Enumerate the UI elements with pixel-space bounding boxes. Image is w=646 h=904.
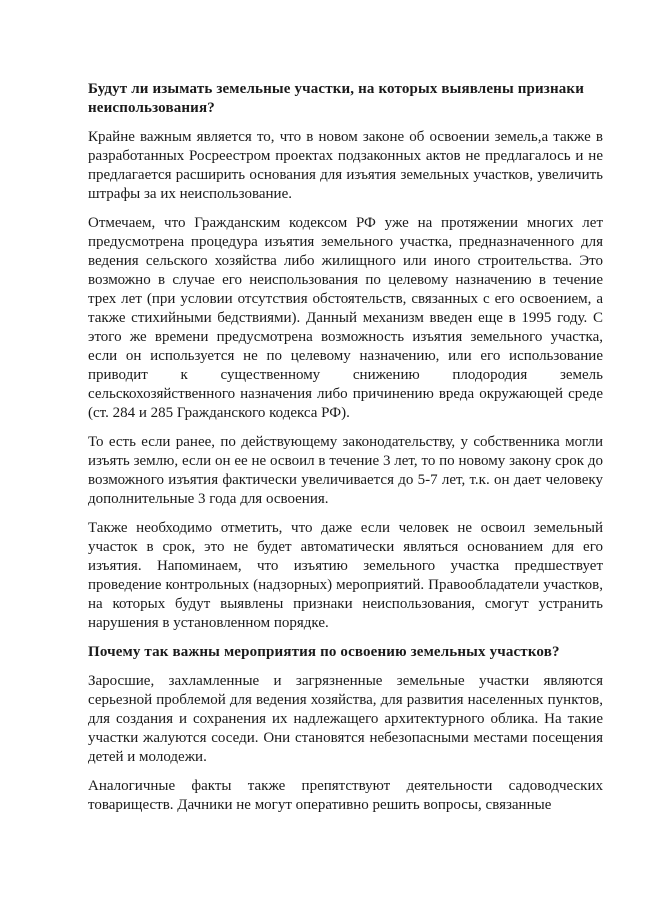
paragraph-civil-code: Отмечаем, что Гражданским кодексом РФ уже на протяжении многих лет предусмотрена процедура изъятия земельного участка, предназначенного для ведения сельского хозяйства либо жилищного или иного строительства. Это возможно в случае его неиспользования по целевому назначению в течение трех лет (при условии отсутствия обстоятельств, связанных с его освоением, а также стихийными бедствиями). Данный механизм введен еще в 1995 году. С этого же времени предусмотрена возможность изъятия земельного участка, если он используется не по целевому назначению, или его использование приводит к существенному снижению плодородия земель сельскохозяйственного назначения либо причинению вреда окружающей среде (ст. 284 и 285 Гражданского кодекса РФ). bbox=[88, 215, 603, 421]
paragraph-overgrown-plots: Заросшие, захламленные и загрязненные земельные участки являются серьезной проблемой для ведения хозяйства, для развития населенных пунктов, для создания и сохранения их надлежащего архитектурного облика. На такие участки жалуются соседи. Они становятся небезопасными местами посещения детей и молодежи. bbox=[88, 673, 603, 765]
paragraph-control-measures: Также необходимо отметить, что даже если человек не освоил земельный участок в срок, это не будет автоматически являться основанием для его изъятия. Напоминаем, что изъятию земельного участка предшествует проведение контрольных (надзорных) мероприятий. Правообладатели участков, на которых будут выявлены признаки неиспользования, смогут устранить нарушения в установленном порядке. bbox=[88, 520, 603, 631]
paragraph-term-extension: То есть если ранее, по действующему законодательству, у собственника могли изъять землю, если он ее не освоил в течение 3 лет, то по новому закону срок до возможного изъятия фактически увеличивается до 5-7 лет, т.к. он дает человеку дополнительные 3 года для освоения. bbox=[88, 434, 603, 507]
paragraph-gardening-partnerships: Аналогичные факты также препятствуют деятельности садоводческих товариществ. Дачники не могут оперативно решить вопросы, связанные bbox=[88, 778, 603, 813]
section-heading-land-development: Почему так важны мероприятия по освоению земельных участков? bbox=[88, 644, 560, 660]
section-heading-land-seizure: Будут ли изымать земельные участки, на которых выявлены признаки неиспользования? bbox=[88, 81, 585, 116]
document-page bbox=[88, 80, 603, 825]
paragraph-new-law: Крайне важным является то, что в новом законе об освоении земель,а также в разработанных Росреестром проектах подзаконных актов не предлагалось и не предлагается расширить основания для изъятия земельных участков, увеличить штрафы за их неиспользование. bbox=[88, 129, 603, 202]
